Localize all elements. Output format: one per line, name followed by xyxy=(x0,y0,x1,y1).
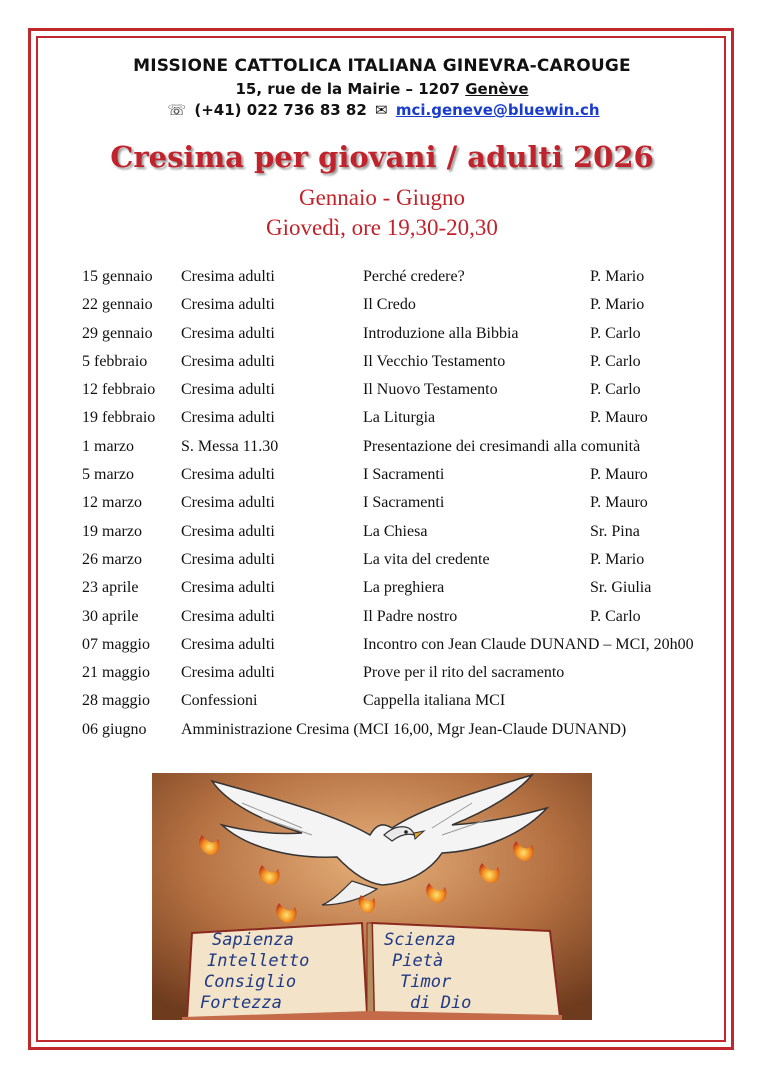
address-city: Genève xyxy=(465,80,529,98)
row-speaker: Sr. Giulia xyxy=(590,579,652,597)
row-type: Cresima adulti xyxy=(181,635,275,653)
row-text: Amministrazione Cresima (MCI 16,00, Mgr Jean-Claude DUNAND) xyxy=(181,720,627,738)
row-speaker: P. Carlo xyxy=(590,607,641,625)
row-type: Cresima adulti xyxy=(181,550,275,568)
page-title: Cresima per giovani / adulti 2026 xyxy=(110,140,654,174)
time-subtitle: Giovedì, ore 19,30-20,30 xyxy=(266,215,498,240)
row-type: Cresima adulti xyxy=(181,466,275,484)
table-row xyxy=(82,296,732,324)
email-link[interactable]: mci.geneve@bluewin.ch xyxy=(395,101,600,119)
gift-left-1: Sapienza xyxy=(212,930,294,950)
row-topic: Prove per il rito del sacramento xyxy=(363,664,565,682)
gift-right-4: di Dio xyxy=(410,993,472,1013)
row-speaker: P. Mauro xyxy=(590,409,648,427)
table-row xyxy=(82,636,732,664)
row-topic: La Liturgia xyxy=(363,409,436,427)
row-type: Cresima adulti xyxy=(181,409,275,427)
row-topic: Incontro con Jean Claude DUNAND – MCI, 20h00 xyxy=(363,635,694,653)
row-date: 12 marzo xyxy=(82,494,142,512)
gift-left-2: Intelletto xyxy=(207,951,310,971)
row-speaker: P. Carlo xyxy=(590,381,641,399)
phone-number: (+41) 022 736 83 82 xyxy=(194,101,367,119)
row-date: 30 aprile xyxy=(82,607,139,625)
row-date: 5 marzo xyxy=(82,466,134,484)
row-date: 23 aprile xyxy=(82,579,139,597)
row-topic: La Chiesa xyxy=(363,522,428,540)
row-type: Cresima adulti xyxy=(181,607,275,625)
row-topic: Presentazione dei cresimandi alla comunità xyxy=(363,437,641,455)
gift-right-2: Pietà xyxy=(392,951,444,971)
gift-left-4: Fortezza xyxy=(200,993,282,1013)
row-date: 1 marzo xyxy=(82,437,134,455)
row-type: Cresima adulti xyxy=(181,352,275,370)
row-date: 12 febbraio xyxy=(82,381,156,399)
holy-spirit-illustration xyxy=(152,773,592,1020)
row-type: Cresima adulti xyxy=(181,494,275,512)
row-type: S. Messa 11.30 xyxy=(181,437,279,455)
row-type: Cresima adulti xyxy=(181,324,275,342)
table-row xyxy=(82,268,732,296)
address xyxy=(0,80,764,98)
row-speaker: P. Mario xyxy=(590,550,645,568)
row-date: 26 marzo xyxy=(82,550,142,568)
row-date: 5 febbraio xyxy=(82,352,148,370)
table-row xyxy=(82,664,732,692)
address-street: 15, rue de la Mairie – 1207 xyxy=(235,80,466,98)
table-row xyxy=(82,438,732,466)
row-type: Cresima adulti xyxy=(181,579,275,597)
row-topic: La vita del credente xyxy=(363,550,490,568)
row-speaker: P. Mauro xyxy=(590,494,648,512)
row-type: Cresima adulti xyxy=(181,522,275,540)
row-topic: Il Vecchio Testamento xyxy=(363,352,506,370)
period-subtitle: Gennaio - Giugno xyxy=(298,185,466,210)
telephone-icon: ☏ xyxy=(167,101,187,119)
row-type: Cresima adulti xyxy=(181,268,275,285)
row-speaker: P. Mauro xyxy=(590,466,648,484)
row-topic: La preghiera xyxy=(363,579,445,597)
row-date: 28 maggio xyxy=(82,692,150,710)
row-topic: I Sacramenti xyxy=(363,466,445,484)
row-speaker: P. Carlo xyxy=(590,324,641,342)
table-row xyxy=(82,692,732,720)
table-row xyxy=(82,523,732,551)
row-speaker: P. Mario xyxy=(590,268,645,285)
gift-right-3: Timor xyxy=(400,972,452,992)
row-topic: Perché credere? xyxy=(363,268,465,285)
schedule-table xyxy=(82,268,732,749)
illustration-svg xyxy=(152,773,592,1020)
row-date: 19 febbraio xyxy=(82,409,156,427)
table-row xyxy=(82,551,732,579)
gift-left-3: Consiglio xyxy=(204,972,297,992)
table-row xyxy=(82,608,732,636)
row-type: Cresima adulti xyxy=(181,381,275,399)
row-topic: Cappella italiana MCI xyxy=(363,692,506,710)
table-row xyxy=(82,381,732,409)
row-date: 07 maggio xyxy=(82,635,150,653)
gift-right-1: Scienza xyxy=(384,930,456,950)
row-date: 21 maggio xyxy=(82,664,150,682)
row-topic: Il Padre nostro xyxy=(363,607,458,625)
table-row-final xyxy=(82,721,732,749)
envelope-icon: ✉ xyxy=(375,101,388,119)
row-topic: Il Credo xyxy=(363,296,416,314)
row-date: 22 gennaio xyxy=(82,296,153,314)
organization-name: MISSIONE CATTOLICA ITALIANA GINEVRA-CAROUGE xyxy=(133,56,631,76)
row-date: 06 giugno xyxy=(82,720,147,738)
row-type: Cresima adulti xyxy=(181,296,275,314)
row-speaker: P. Carlo xyxy=(590,352,641,370)
row-topic: I Sacramenti xyxy=(363,494,445,512)
row-topic: Il Nuovo Testamento xyxy=(363,381,498,399)
table-row xyxy=(82,494,732,522)
table-row xyxy=(82,409,732,437)
row-type: Confessioni xyxy=(181,692,258,710)
row-date: 15 gennaio xyxy=(82,268,153,285)
table-row xyxy=(82,325,732,353)
contact-line xyxy=(0,101,764,119)
table-row xyxy=(82,466,732,494)
row-date: 19 marzo xyxy=(82,522,142,540)
table-row xyxy=(82,579,732,607)
row-date: 29 gennaio xyxy=(82,324,153,342)
row-speaker: P. Mario xyxy=(590,296,645,314)
row-topic: Introduzione alla Bibbia xyxy=(363,324,519,342)
table-row xyxy=(82,353,732,381)
row-speaker: Sr. Pina xyxy=(590,522,640,540)
row-type: Cresima adulti xyxy=(181,664,275,682)
